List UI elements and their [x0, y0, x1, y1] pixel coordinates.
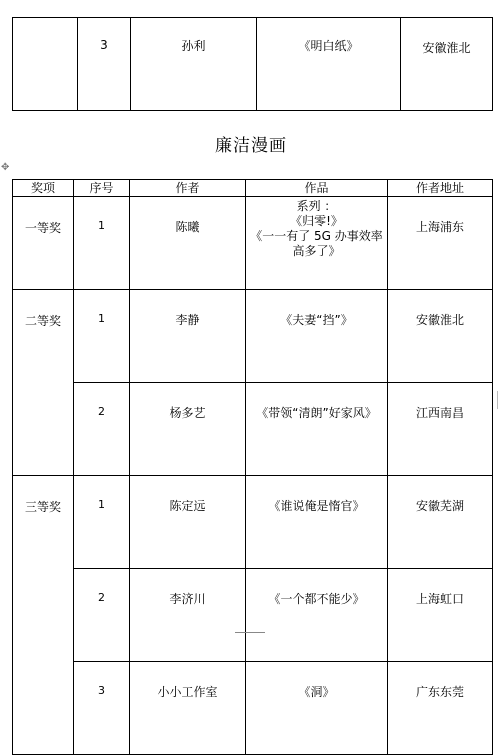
header-award: 奖项 — [13, 180, 74, 197]
table-row — [13, 383, 493, 476]
header-seq: 序号 — [74, 180, 130, 197]
table-move-handle-icon[interactable]: ✥ — [1, 162, 10, 173]
author-cell: 小小工作室 — [130, 662, 246, 755]
work-line: 高多了》 — [292, 244, 341, 258]
cartoon-awards-table — [12, 179, 493, 755]
page-bottom-marker — [235, 632, 265, 637]
seq-cell: 2 — [74, 569, 130, 662]
table-row — [13, 569, 493, 662]
award-cell: 二等奖 — [13, 290, 74, 476]
address-cell: 安徽淮北 — [401, 18, 493, 111]
work-cell: 《谁说俺是惰官》 — [246, 476, 388, 569]
header-row — [13, 180, 493, 197]
header-author: 作者 — [130, 180, 246, 197]
address-cell: 上海浦东 — [388, 197, 493, 290]
author-cell: 李济川 — [130, 569, 246, 662]
seq-cell: 1 — [74, 476, 130, 569]
work-cell: 《一个都不能少》 — [246, 569, 388, 662]
work-cell: 《明白纸》 — [257, 18, 401, 111]
seq-cell: 3 — [74, 662, 130, 755]
address-cell: 安徽芜湖 — [388, 476, 493, 569]
work-cell: 《洞》 — [246, 662, 388, 755]
author-cell: 陈曦 — [130, 197, 246, 290]
table-row — [13, 18, 493, 111]
seq-cell: 2 — [74, 383, 130, 476]
header-address: 作者地址 — [388, 180, 493, 197]
work-line: 《一一有了 5G 办事效率 — [250, 229, 383, 243]
table-row — [13, 290, 493, 383]
margin-marker — [497, 391, 502, 409]
seq-cell: 1 — [74, 290, 130, 383]
previous-awards-table — [12, 17, 493, 111]
work-cell: 《带领“清朗”好家风》 — [246, 383, 388, 476]
author-cell: 陈定远 — [130, 476, 246, 569]
table-row — [13, 476, 493, 569]
address-cell: 安徽淮北 — [388, 290, 493, 383]
work-line: 系列 ： — [296, 199, 337, 213]
work-line: 《归零!》 — [290, 214, 343, 228]
address-cell: 广东东莞 — [388, 662, 493, 755]
address-cell: 上海虹口 — [388, 569, 493, 662]
award-cell: 一等奖 — [13, 197, 74, 290]
work-cell — [246, 197, 388, 290]
author-cell: 杨多艺 — [130, 383, 246, 476]
seq-cell: 1 — [74, 197, 130, 290]
table-row — [13, 197, 493, 290]
author-cell: 孙利 — [131, 18, 257, 111]
section-title: 廉洁漫画 — [215, 136, 287, 156]
work-cell: 《夫妻“挡”》 — [246, 290, 388, 383]
header-work: 作品 — [246, 180, 388, 197]
address-cell: 江西南昌 — [388, 383, 493, 476]
award-cell — [13, 18, 78, 111]
award-cell: 三等奖 — [13, 476, 74, 755]
seq-cell: 3 — [78, 18, 131, 111]
author-cell: 李静 — [130, 290, 246, 383]
table-row — [13, 662, 493, 755]
